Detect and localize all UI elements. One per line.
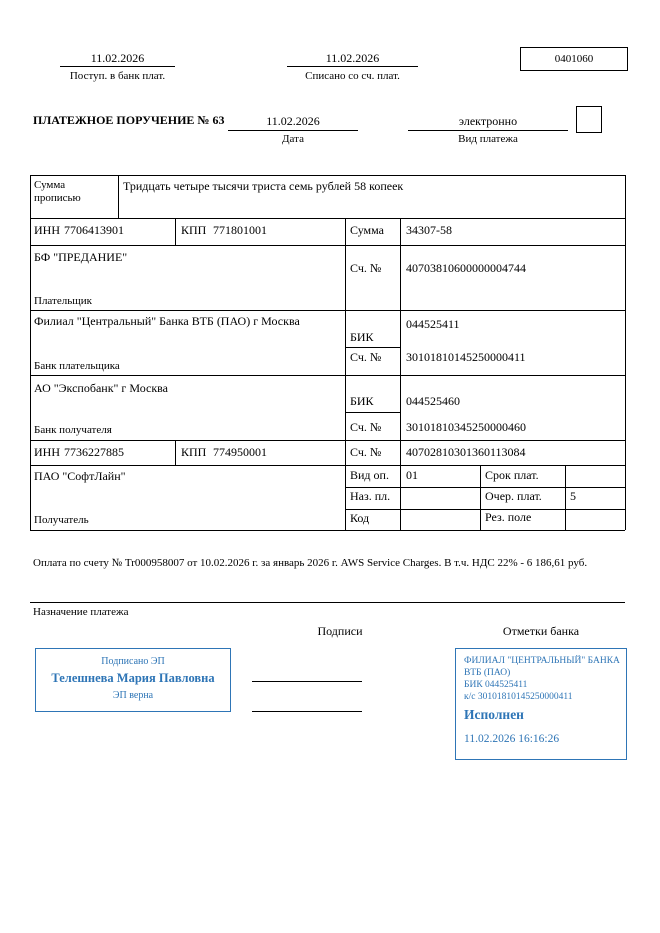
bank-stamp-datetime: 11.02.2026 16:16:26 — [464, 733, 560, 745]
payment-kind-label: Вид платежа — [458, 133, 518, 145]
payer-inn-label: ИНН — [34, 223, 60, 237]
purpose-label: Назначение платежа — [33, 606, 129, 618]
purpose-underline — [30, 602, 625, 603]
op-kind-label: Вид оп. — [350, 468, 389, 482]
signer-name: Телешнева Мария Павловна — [51, 671, 215, 685]
table-border — [30, 465, 625, 466]
op-grid-border — [345, 487, 625, 488]
document-date-underline — [228, 130, 358, 131]
table-border — [400, 218, 401, 530]
payer-kpp-label: КПП — [181, 223, 207, 237]
payment-kind-underline — [408, 130, 568, 131]
payer-name: БФ "ПРЕДАНИЕ" — [34, 250, 128, 264]
payer-bank-account-value: 30101810145250000411 — [406, 350, 526, 364]
received-date-label: Поступ. в банк плат. — [69, 70, 166, 82]
bank-stamp — [455, 648, 627, 760]
bank-stamp-branch-line2: ВТБ (ПАО) — [464, 668, 511, 678]
table-border — [30, 175, 31, 530]
table-border — [565, 465, 566, 530]
payee-section-label: Получатель — [34, 514, 89, 526]
payee-account-label: Сч. № — [350, 445, 382, 459]
table-border — [480, 465, 481, 530]
payer-bank-account-label: Сч. № — [350, 350, 382, 364]
status-code-box — [576, 106, 602, 133]
signatures-header: Подписи — [317, 624, 363, 638]
table-border — [30, 310, 625, 311]
debited-date: 11.02.2026 — [325, 51, 380, 65]
payee-bank-bik-value: 044525460 — [406, 394, 460, 408]
payment-kind: электронно — [458, 114, 518, 128]
payer-bank-bik-label: БИК — [350, 330, 374, 344]
payee-bank-account-value: 30101810345250000460 — [406, 420, 526, 434]
code-label: Код — [350, 511, 370, 525]
purpose-code-label: Наз. пл. — [350, 489, 391, 503]
bank-stamp-status: Исполнен — [464, 707, 524, 722]
payee-name: ПАО "СофтЛайн" — [34, 469, 126, 483]
payer-section-label: Плательщик — [34, 295, 92, 307]
table-border — [30, 245, 625, 246]
payer-kpp-value: 771801001 — [213, 223, 267, 237]
bik-cell-border — [345, 412, 400, 413]
received-date: 11.02.2026 — [90, 51, 145, 65]
signature-verified-label: ЭП верна — [112, 690, 154, 701]
table-border — [30, 175, 625, 176]
table-border — [175, 218, 176, 245]
payer-account-value: 40703810600000004744 — [406, 261, 526, 275]
bank-marks-header: Отметки банка — [502, 624, 580, 638]
payee-bank-account-label: Сч. № — [350, 420, 382, 434]
payer-bank-name: Филиал "Центральный" Банка ВТБ (ПАО) г Москва — [34, 314, 300, 328]
table-border — [30, 530, 625, 531]
table-border — [175, 440, 176, 465]
signature-signed-label: Подписано ЭП — [101, 656, 165, 667]
priority-label: Очер. плат. — [485, 489, 542, 503]
amount-in-words-label: Сумма прописью — [34, 179, 81, 204]
pay-term-label: Срок плат. — [485, 468, 539, 482]
amount-in-words-value: Тридцать четыре тысячи триста семь рублей 58 копеек — [123, 179, 404, 193]
payer-account-label: Сч. № — [350, 261, 382, 275]
bank-stamp-corr-account: к/с 30101810145250000411 — [464, 692, 573, 702]
table-border — [30, 218, 625, 219]
bik-cell-border — [345, 347, 400, 348]
payee-account-value: 40702810301360113084 — [406, 445, 526, 459]
payer-bank-section-label: Банк плательщика — [34, 360, 120, 372]
priority-value: 5 — [570, 489, 576, 503]
op-kind-value: 01 — [406, 468, 418, 482]
table-border — [345, 218, 346, 530]
bank-stamp-branch-line1: ФИЛИАЛ "ЦЕНТРАЛЬНЫЙ" БАНКА — [464, 656, 620, 666]
payee-bank-bik-label: БИК — [350, 394, 374, 408]
debited-date-label: Списано со сч. плат. — [305, 70, 400, 82]
payee-kpp-label: КПП — [181, 445, 207, 459]
received-date-underline — [60, 66, 175, 67]
signature-line-1 — [252, 681, 362, 682]
payee-kpp-value: 774950001 — [213, 445, 267, 459]
payee-bank-name: АО "Экспобанк" г Москва — [34, 381, 168, 395]
sum-label: Сумма — [350, 223, 384, 237]
table-border — [30, 375, 625, 376]
reserve-field-label: Рез. поле — [485, 510, 532, 524]
payee-bank-section-label: Банк получателя — [34, 424, 112, 436]
table-border — [625, 175, 626, 530]
table-border — [118, 175, 119, 218]
form-code-box — [520, 47, 628, 71]
document-date-label: Дата — [282, 133, 304, 145]
payer-bank-bik-value: 044525411 — [406, 317, 460, 331]
payee-inn-label: ИНН — [34, 445, 60, 459]
form-code: 0401060 — [554, 53, 594, 65]
bank-stamp-bik: БИК 044525411 — [464, 680, 528, 690]
payee-inn-value: 7736227885 — [64, 445, 124, 459]
document-date: 11.02.2026 — [266, 114, 320, 128]
document-title: ПЛАТЕЖНОЕ ПОРУЧЕНИЕ № 63 — [33, 113, 225, 127]
signature-stamp — [35, 648, 231, 712]
purpose-text: Оплата по счету № Tr000958007 от 10.02.2026 г. за январь 2026 г. AWS Service Charges. В т.ч. НДС 22% - 6 186,61 руб. — [33, 557, 588, 569]
signature-line-2 — [252, 711, 362, 712]
table-border — [30, 440, 625, 441]
sum-value: 34307-58 — [406, 223, 452, 237]
payer-inn-value: 7706413901 — [64, 223, 124, 237]
debited-date-underline — [287, 66, 418, 67]
